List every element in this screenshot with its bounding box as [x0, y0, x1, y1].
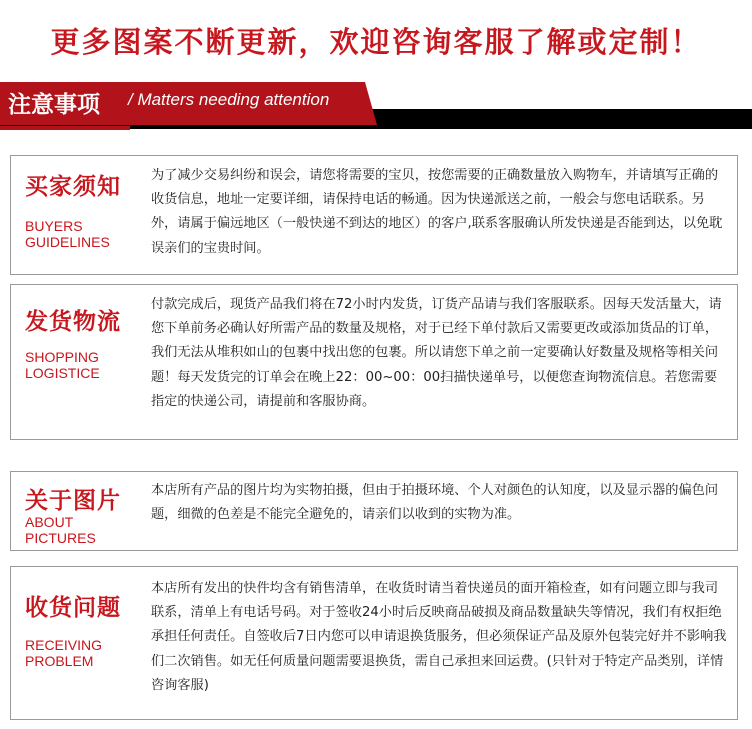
section-about-pictures	[10, 471, 738, 551]
section-title-en: BUYERS GUIDELINES	[25, 218, 110, 250]
header-subtitle: / Matters needing attention	[128, 90, 330, 109]
section-body: 本店所有产品的图片均为实物拍摄，但由于拍摄环境、个人对颜色的认知度，以及显示器的偏色问题，细微的色差是不能完全避免的，请亲们以收到的实物为准。	[151, 483, 719, 523]
header-title: 注意事项	[8, 92, 100, 118]
section-body: 付款完成后，现货产品我们将在72小时内发货，订货产品请与我们客服联系。因每天发活量大，请您下单前务必确认好所需产品的数量及规格，对于已经下单付款后又需要更改或添加货品的订单，我们无法从堆积如山的包裹中找出您的包裹。所以请您下单之前一定要确认好数量及规格等相关问题！每天发货完的订单会在晚上22：00~00：00扫描快递单号，以便您查询物流信息。若您需要指定的快递公司，请提前和客服协商。	[151, 297, 722, 409]
section-title-cn: 收货问题	[25, 595, 121, 621]
section-header	[0, 80, 752, 148]
section-title-cn: 关于图片	[25, 488, 121, 514]
section-receiving-problem	[10, 566, 738, 720]
section-body: 本店所有发出的快件均含有销售清单，在收货时请当着快递员的面开箱检查，如有问题立即与我司联系，清单上有电话号码。对于签收24小时后反映商品破损及商品数量缺失等情况，我们有权拒绝承担任何责任。自签收后7日内您可以申请退换货服务，但必须保证产品及原外包装完好并不影响我们二次销售。如无任何质量问题需要退换货，需自己承担来回运费。(只针对于特定产品类别，详情咨询客服)	[151, 581, 727, 693]
section-title-cn: 发货物流	[25, 309, 121, 335]
promo-banner: 更多图案不断更新，欢迎咨询客服了解或定制！	[50, 24, 702, 59]
section-buyers-guidelines	[10, 155, 738, 275]
section-title-cn: 买家须知	[25, 174, 121, 200]
header-red-sliver	[0, 126, 130, 130]
section-title-en: SHOPPING LOGISTICE	[25, 349, 100, 381]
section-title-en: ABOUT PICTURES	[25, 514, 96, 546]
section-shopping-logistics	[10, 284, 738, 440]
section-body: 为了减少交易纠纷和误会，请您将需要的宝贝，按您需要的正确数量放入购物车，并请填写正确的收货信息，地址一定要详细，请保持电话的畅通。因为快递派送之前，一般会与您电话联系。另外，请属于偏远地区（一般快递不到达的地区）的客户,联系客服确认所发快递是否能到达，以免耽误亲们的宝贵时间。	[151, 168, 723, 256]
section-title-en: RECEIVING PROBLEM	[25, 637, 103, 669]
